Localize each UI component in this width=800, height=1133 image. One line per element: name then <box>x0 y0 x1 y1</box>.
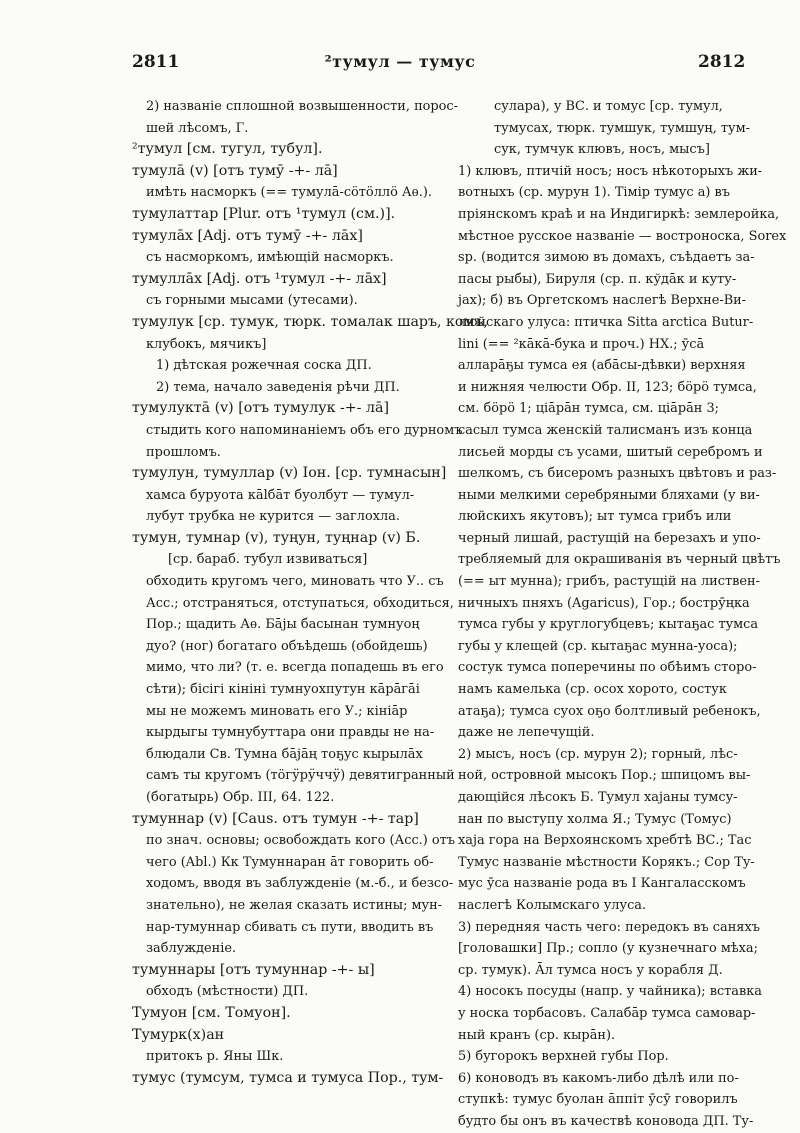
text-line: самъ ты кругомъ (тöгӱрӱччӱ) девятигранный <box>146 768 455 784</box>
entry-headline: Тумуон [см. Томуон]. <box>132 1004 291 1021</box>
text-line: обходъ (мѣстности) ДП. <box>146 984 309 1000</box>
text-line: намъ камелька (ср. осох хорото, состук <box>458 682 727 698</box>
text-line: 5) бугорокъ верхней губы Пор. <box>458 1049 669 1065</box>
text-line: клубокъ, мячикъ] <box>146 336 267 352</box>
running-head: ²тумул — тумус <box>324 52 476 71</box>
text-line: нан по выступу холма Я.; Тумус (Томус) <box>458 811 732 827</box>
text-line: ный кранъ (ср. кырāн). <box>458 1027 616 1043</box>
text-line: дающійся лѣсокъ Б. Тумул хаjаны тумсу- <box>458 790 738 805</box>
text-line: Асс.; отстраняться, отступаться, обходиться, <box>146 595 454 611</box>
text-line: jах); б) въ Оргетскомъ наслегѣ Верхне-Ви- <box>458 293 747 309</box>
text-line: ступкѣ: тумус буолан āппiт ӯсӯ говорилъ <box>458 1092 738 1108</box>
text-line: шей лѣсомъ, Г. <box>146 120 249 136</box>
text-line: нар-тумуннар сбивать съ пути, вводить въ <box>146 919 434 935</box>
text-line: имѣть насморкъ (== тумулā-сöтöллö Аѳ.). <box>146 185 433 201</box>
entry-headline: тумулун, тумуллар (v) Іон. [ср. тумнасын] <box>132 465 447 482</box>
entry-headline: тумун, тумнар (v), туңун, туңнар (v) Б. <box>132 529 421 546</box>
text-line: 2) мысъ, носъ (ср. мурун 2); горный, лѣс- <box>458 746 738 762</box>
text-line: дуо? (ног) богатаго объѣдешь (обойдешь) <box>146 638 428 654</box>
text-line: ходомъ, вводя въ заблужденіе (м.-б., и безсо- <box>146 876 454 892</box>
text-line: заблужденіе. <box>146 941 237 957</box>
text-line: сасыл тумса женскій талисманъ изъ конца <box>458 422 753 438</box>
entry-headline: тумуннар (v) [Caus. отъ тумун -+- тар] <box>132 810 419 827</box>
text-line: обходить кругомъ чего, миновать что У.. съ <box>146 574 444 590</box>
text-line: требляемый для окрашиванія въ черный цвѣтъ <box>458 552 781 568</box>
text-line: блюдали Св. Тумна бājāң тоҕус кырылāх <box>146 746 423 762</box>
entry-headline: тумулā (v) [отъ тумӯ -+- лā] <box>132 162 338 179</box>
text-line: черный лишай, растущій на березахъ и упо- <box>458 530 761 546</box>
text-line: (== ыт мунна); грибъ, растущій на листвен- <box>458 574 760 590</box>
text-line: ной, островной мысокъ Пор.; шпицомъ вы- <box>458 768 751 784</box>
text-line: вотныхъ (ср. мурун 1). Тімір тумус а) въ <box>458 185 730 201</box>
text-line: Пор.; щадить Аѳ. Бājы басынан тумнуоң <box>146 617 420 633</box>
text-line: сѣти); бісігі кініні тумнуохпутун кāрāгāі <box>146 682 420 698</box>
text-line: сук, тумчук клювъ, носъ, мысъ] <box>494 142 710 158</box>
text-line: и нижняя челюсти Обр. II, 123; бöрö тумса, <box>458 379 757 395</box>
text-line: люйскаго улуса: птичка Sitta arctica Butur- <box>458 314 754 330</box>
text-line: лисьей морды съ усами, шитый серебромъ и <box>458 444 763 460</box>
text-line: [ср. бараб. тубул извиваться] <box>168 552 368 568</box>
left-page-number: 2811 <box>132 52 180 72</box>
right-column <box>458 96 787 1133</box>
text-line: знательно), не желая сказать истины; мун- <box>146 897 443 913</box>
text-line: съ горными мысами (утесами). <box>146 293 358 309</box>
text-line: lini (== ²кāкā-бука и проч.) НХ.; ӯсā <box>458 336 705 352</box>
text-line: 2) названіе сплошной возвышенности, порос- <box>146 99 459 114</box>
text-line: sp. (водится зимою въ домахъ, съѣдаетъ за- <box>458 250 755 266</box>
text-line: 3) передняя часть чего: передокъ въ саняхъ <box>458 919 760 935</box>
entry-headline: тумулук [ср. тумук, тюрк. томалак шаръ, комъ, <box>132 313 489 330</box>
text-line: у носка торбасовъ. Салабāр тумса самовар- <box>458 1005 756 1021</box>
text-line: мы не можемъ миновать его У.; кінiāр <box>146 703 408 719</box>
text-line: тумусах, тюрк. тумшук, тумшуң, тум- <box>494 120 750 136</box>
entry-headline: тумулаттар [Plur. отъ ¹тумул (см.)]. <box>132 205 396 222</box>
text-line: 1) дѣтская рожечная соска ДП. <box>156 358 372 374</box>
text-line: хамса буруота кālбāт буолбут — тумул- <box>146 487 415 503</box>
left-column <box>132 96 489 1089</box>
entry-headline: тумулāх [Adj. отъ тумӯ -+- лāх] <box>132 227 363 244</box>
text-line: по знач. основы; освобождать кого (Асс.) отъ <box>146 833 455 849</box>
text-line: будто бы онъ въ качествѣ коновода ДП. Ту- <box>458 1113 754 1129</box>
text-line: стыдить кого напоминаніемъ объ его дурномъ <box>146 422 463 438</box>
text-line: (богатырь) Обр. III, 64. 122. <box>146 790 335 805</box>
page-header <box>0 52 800 82</box>
text-line: 6) коноводъ въ какомъ-либо дѣлѣ или по- <box>458 1070 739 1086</box>
text-line: люйскихъ якутовъ); ыт тумса грибъ или <box>458 509 732 525</box>
text-line: сулара), у ВС. и томус [ср. тумул, <box>494 99 723 114</box>
entry-headline: ²тумул [см. тугул, тубул]. <box>132 141 323 158</box>
text-line: тумса губы у круглогубцевъ; кытаҕас тумса <box>458 617 759 633</box>
text-line: мус ӯса названіе рода въ I Кангаласскомъ <box>458 876 746 892</box>
text-line: 1) клювъ, птичій носъ; носъ нѣкоторыхъ жи- <box>458 163 763 179</box>
text-line: наслегѣ Колымскаго улуса. <box>458 897 647 913</box>
text-line: см. бöрö 1; ціāрāн тумса, см. ціāрāн 3; <box>458 401 719 417</box>
text-line: притокъ р. Яны Шк. <box>146 1049 284 1065</box>
text-line: 4) носокъ посуды (напр. у чайника); вставка <box>458 984 762 1000</box>
text-line: состук тумса поперечины по обѣимъ сторо- <box>458 660 757 676</box>
text-line: лубут трубка не курится — заглохла. <box>146 509 400 525</box>
text-line: алларāҕы тумса ея (абāсы-дѣвки) верхняя <box>458 358 746 374</box>
entry-headline: тумуннары [отъ тумуннар -+- ы] <box>132 961 375 978</box>
text-line: пасы рыбы), Бируля (ср. п. кўдāк и куту- <box>458 271 737 287</box>
text-line: хаjа гора на Верхоянскомъ хребтѣ ВС.; Тас <box>458 833 752 849</box>
text-line: Тумус названіе мѣстности Корякъ.; Сор Ту- <box>458 854 755 870</box>
text-line: съ насморкомъ, имѣющій насморкъ. <box>146 250 394 266</box>
text-line: чего (Abl.) Кк Тумуннаран āт говорить об- <box>146 854 434 870</box>
text-line: ничныхъ пняхъ (Agaricus), Гор.; бострӯңка <box>458 595 750 611</box>
entry-headline: Тумурк(х)ан <box>132 1026 225 1043</box>
text-line: губы у клещей (ср. кытаҕас мунна-уоса); <box>458 638 738 654</box>
right-page-number: 2812 <box>698 52 746 72</box>
text-line: кырдыгы тумнубуттара они правды не на- <box>146 725 435 741</box>
text-line: прошломъ. <box>146 444 221 460</box>
text-line: шелкомъ, съ бисеромъ разныхъ цвѣтовъ и раз- <box>458 466 777 482</box>
text-line: 2) тема, начало заведенія рѣчи ДП. <box>156 379 400 395</box>
text-line: пріянскомъ краѣ и на Индигиркѣ: землеройка, <box>458 206 780 222</box>
text-line: мимо, что ли? (т. е. всегда попадешь въ его <box>146 660 444 676</box>
text-line: атаҕа); тумса суох оҕо болтливый ребенокъ, <box>458 703 761 719</box>
text-line: [головашки] Пр.; сопло (у кузнечнаго мѣха; <box>458 941 758 957</box>
text-line: мѣстное русское названіе — востроноска, Sorex <box>458 228 787 244</box>
text-line: ными мелкими серебряными бляхами (у ви- <box>458 487 760 503</box>
entry-headline: тумус (тумсум, тумса и тумуса Пор., тум- <box>132 1069 444 1086</box>
text-line: ср. тумук). Āл тумса носъ у корабля Д. <box>458 962 723 978</box>
entry-headline: тумулуктā (v) [отъ тумулук -+- лā] <box>132 400 389 417</box>
text-line: даже не лепечущій. <box>458 725 595 741</box>
entry-headline: тумуллāх [Adj. отъ ¹тумул -+- лāх] <box>132 270 387 287</box>
